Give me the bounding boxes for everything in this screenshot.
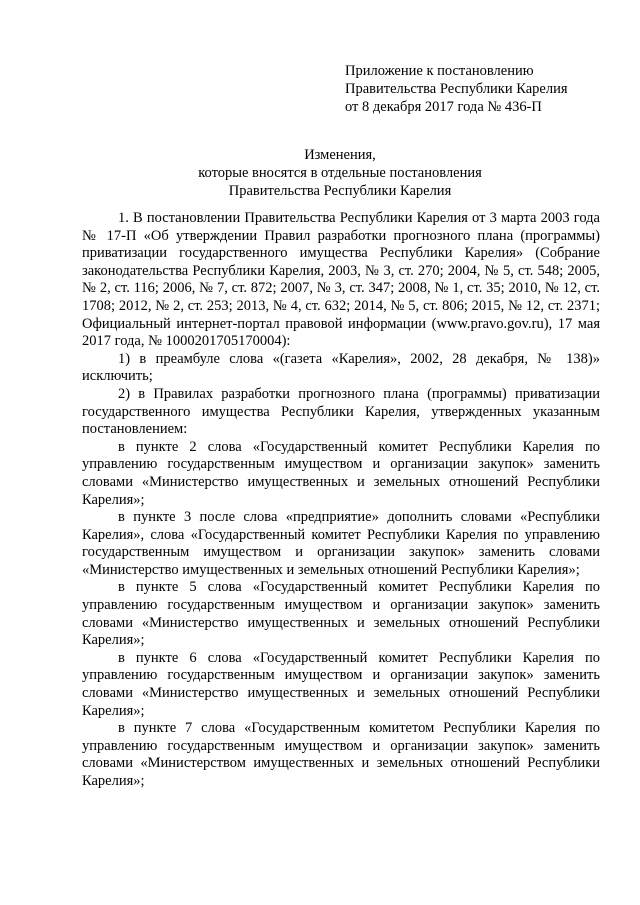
paragraph: в пункте 3 после слова «предприятие» дополнить словами «Республики Карелия», слова «Государственный комитет Республики Карелия по управлению государственным имуществом и организации закупок» заменить словами «Министерство имущественных и земельных отношений Республики Карелия»; [82, 509, 600, 578]
title-line: Изменения, [304, 147, 376, 163]
paragraph: в пункте 2 слова «Государственный комитет Республики Карелия по управлению государственным имуществом и организации закупок» заменить словами «Министерство имущественных и земельных отношений Республики Карелия»; [82, 438, 600, 508]
appendix-line: от 8 декабря 2017 года № 436-П [345, 99, 542, 115]
paragraph: в пункте 6 слова «Государственный комитет Республики Карелия по управлению государственным имуществом и организации закупок» заменить словами «Министерство имущественных и земельных отношений Республики Карелия»; [82, 649, 600, 719]
document-body [82, 210, 600, 791]
title-line: Правительства Республики Карелия [228, 183, 452, 199]
paragraph: в пункте 5 слова «Государственный комитет Республики Карелия по управлению государственным имуществом и организации закупок» заменить словами «Министерство имущественных и земельных отношений Республики Карелия»; [82, 579, 600, 649]
paragraph: в пункте 7 слова «Государственным комитетом Республики Карелия по управлению государственным имуществом и организации закупок» заменить словами «Министерством имущественных и земельных отношений Республики Карелия»; [82, 720, 600, 789]
appendix-line: Правительства Республики Карелия [345, 81, 568, 97]
document-title [80, 146, 600, 200]
paragraph: 1) в преамбуле слова «(газета «Карелия», 2002, 28 декабря, № 138)» исключить; [82, 350, 600, 385]
appendix-header [345, 62, 615, 116]
appendix-line: Приложение к постановлению [345, 63, 534, 79]
paragraph: 1. В постановлении Правительства Республики Карелия от 3 марта 2003 года № 17-П «Об утверждении Правил разработки прогнозного плана (программы) приватизации государственного имущества Республики Карелия» (Собрание законодательства Республики Карелия, 2003, № 3, ст. 270; 2004, № 5, ст. 548; 2005, № 2, ст. 116; 2006, № 7, ст. 872; 2007, № 3, ст. 347; 2008, № 1, ст. 35; 2010, № 12, ст. 1708; 2012, № 2, ст. 253; 2013, № 4, ст. 632; 2014, № 5, ст. 806; 2015, № 12, ст. 2371; Официальный интернет-портал правовой информации (www.pravo.gov.ru), 17 мая 2017 года, № 1000201705170004): [82, 210, 600, 350]
paragraph: 2) в Правилах разработки прогнозного плана (программы) приватизации государственного имущества Республики Карелия, утвержденных указанным постановлением: [82, 385, 600, 438]
title-line: которые вносятся в отдельные постановления [198, 165, 482, 181]
